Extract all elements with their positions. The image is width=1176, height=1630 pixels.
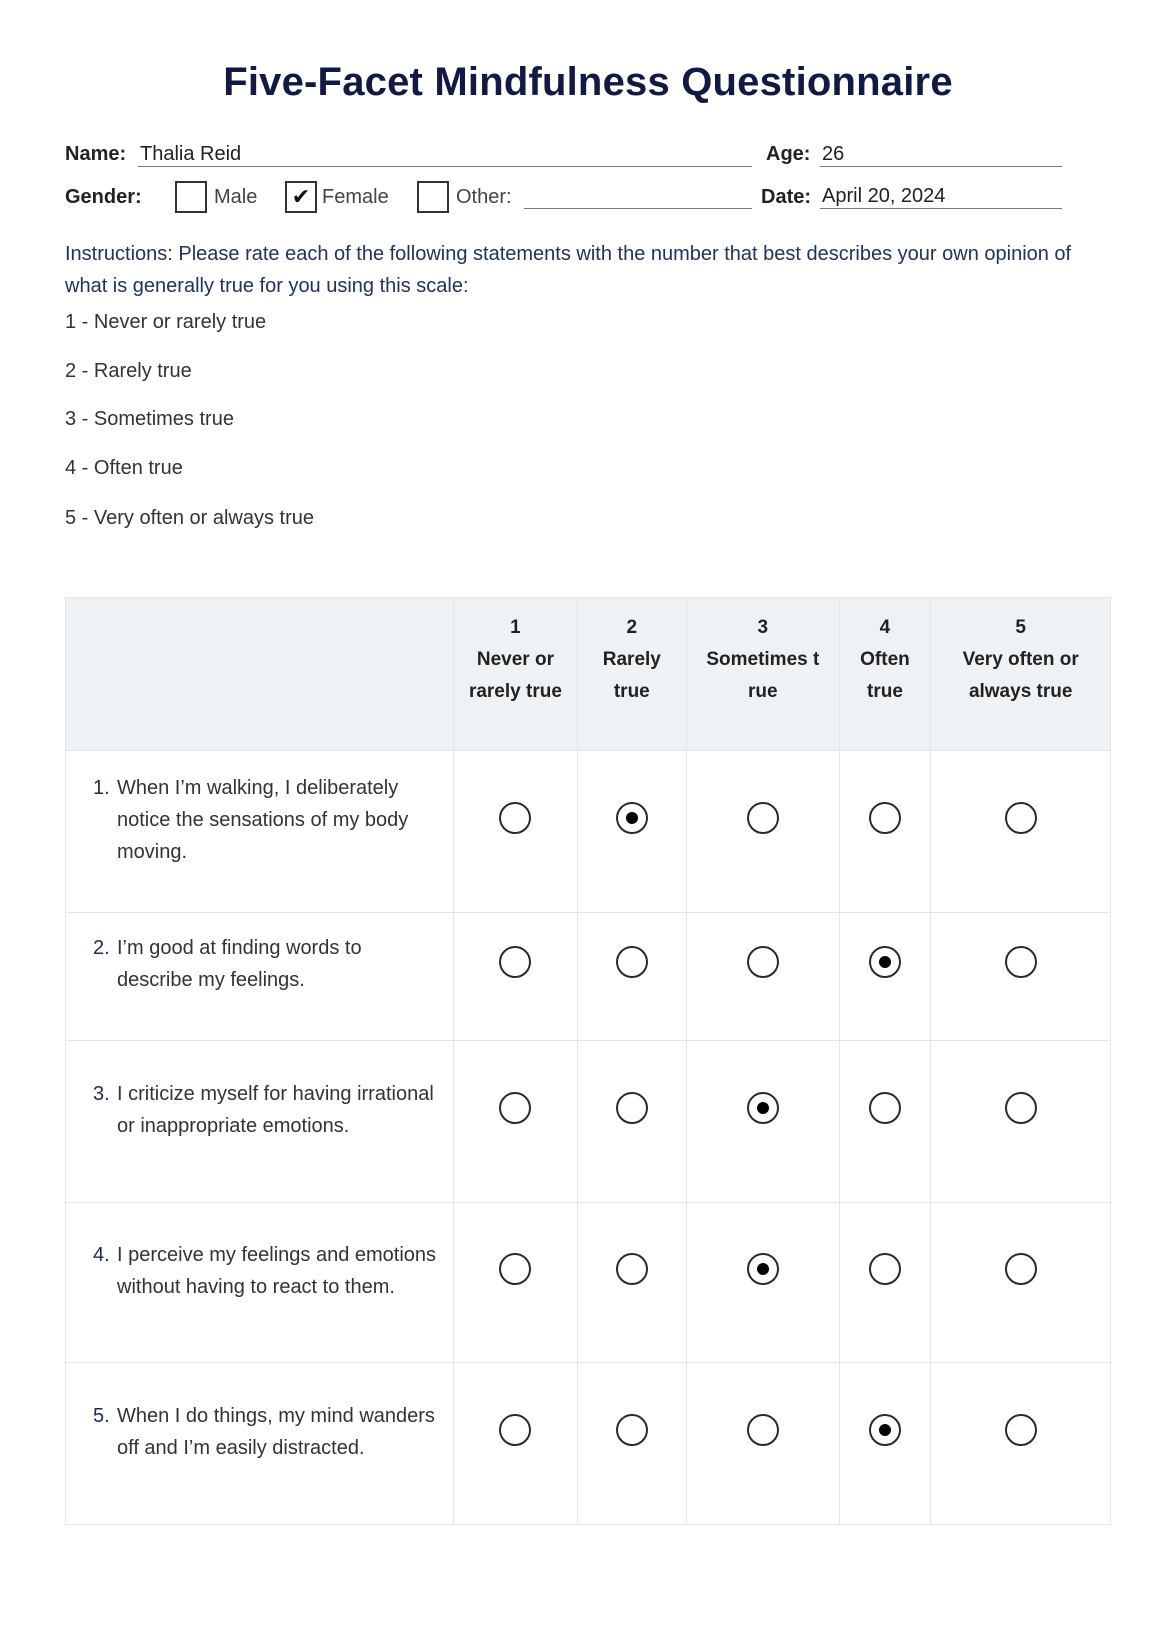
radio-q5-option-2[interactable] [616, 1414, 648, 1446]
radio-q3-option-5[interactable] [1005, 1092, 1037, 1124]
question-text: I perceive my feelings and emotions without having to react to them. [117, 1244, 437, 1298]
statement-cell [66, 1363, 454, 1525]
scale-item-5: 5 - Very often or always true [65, 507, 315, 529]
rating-cell-3 [687, 1363, 839, 1525]
radio-q4-option-2[interactable] [616, 1253, 648, 1285]
radio-q1-option-1[interactable] [499, 802, 531, 834]
question-number: 2. [93, 937, 110, 959]
rating-cell-3 [687, 751, 839, 913]
header-col-5: 5 Very often or always true [931, 598, 1111, 751]
gender-male-checkbox[interactable] [175, 181, 207, 213]
radio-q1-option-5[interactable] [1005, 802, 1037, 834]
rating-cell-4 [839, 1363, 931, 1525]
statement-cell [66, 913, 454, 1041]
question-text: I’m good at finding words to describe my feelings. [117, 937, 362, 991]
question-row-5 [66, 1363, 1111, 1525]
radio-q5-option-3[interactable] [747, 1414, 779, 1446]
question-text: When I’m walking, I deliberately notice the sensations of my body moving. [117, 777, 409, 863]
statement-cell [66, 751, 454, 913]
rating-cell-2 [577, 1363, 687, 1525]
radio-q5-option-5[interactable] [1005, 1414, 1037, 1446]
question-row-3 [66, 1041, 1111, 1203]
scale-item-2: 2 - Rarely true [65, 360, 192, 382]
radio-q3-option-3[interactable] [747, 1092, 779, 1124]
date-field[interactable]: April 20, 2024 [820, 184, 1062, 209]
rating-cell-3 [687, 913, 839, 1041]
question-number: 3. [93, 1083, 110, 1105]
gender-other-label: Other: [456, 186, 512, 208]
rating-cell-3 [687, 1203, 839, 1363]
header-statement [66, 598, 454, 751]
radio-q5-option-1[interactable] [499, 1414, 531, 1446]
radio-q2-option-3[interactable] [747, 946, 779, 978]
checkmark-icon: ✔ [291, 184, 311, 209]
header-col-1: 1 Never or rarely true [454, 598, 577, 751]
statement-cell [66, 1041, 454, 1203]
radio-q1-option-4[interactable] [869, 802, 901, 834]
header-col-2: 2 Rarely true [577, 598, 687, 751]
scale-item-1: 1 - Never or rarely true [65, 311, 267, 333]
rating-cell-3 [687, 1041, 839, 1203]
rating-cell-4 [839, 913, 931, 1041]
rating-cell-1 [454, 913, 577, 1041]
question-number: 5. [93, 1405, 110, 1427]
name-label: Name: [65, 143, 127, 165]
question-number: 4. [93, 1244, 110, 1266]
radio-q3-option-4[interactable] [869, 1092, 901, 1124]
gender-other-checkbox[interactable] [417, 181, 449, 213]
age-label: Age: [766, 143, 811, 165]
radio-q1-option-2[interactable] [616, 802, 648, 834]
rating-cell-4 [839, 751, 931, 913]
name-field[interactable]: Thalia Reid [138, 142, 752, 167]
gender-female-label: Female [322, 186, 389, 208]
rating-cell-1 [454, 751, 577, 913]
radio-q2-option-1[interactable] [499, 946, 531, 978]
question-text: When I do things, my mind wanders off and I’m easily distracted. [117, 1405, 435, 1459]
radio-q3-option-2[interactable] [616, 1092, 648, 1124]
radio-q5-option-4[interactable] [869, 1414, 901, 1446]
rating-cell-2 [577, 1203, 687, 1363]
rating-cell-1 [454, 1041, 577, 1203]
question-row-2 [66, 913, 1111, 1041]
statement-cell [66, 1203, 454, 1363]
radio-q3-option-1[interactable] [499, 1092, 531, 1124]
rating-cell-5 [931, 751, 1111, 913]
radio-q2-option-2[interactable] [616, 946, 648, 978]
page-title: Five-Facet Mindfulness Questionnaire [223, 60, 953, 104]
scale-item-3: 3 - Sometimes true [65, 408, 234, 430]
gender-female-checkbox[interactable] [285, 181, 317, 213]
gender-label: Gender: [65, 186, 142, 208]
question-row-4 [66, 1203, 1111, 1363]
age-field[interactable]: 26 [820, 142, 1062, 167]
table-header-row [66, 598, 1111, 751]
rating-cell-5 [931, 1041, 1111, 1203]
header-col-4: 4 Often true [839, 598, 931, 751]
question-text: I criticize myself for having irrational or inappropriate emotions. [117, 1083, 434, 1137]
instructions: Instructions: Please rate each of the following statements with the number that best describes your own opinion of what is generally true for you using this scale: [65, 243, 1072, 297]
rating-cell-4 [839, 1041, 931, 1203]
rating-cell-5 [931, 1363, 1111, 1525]
rating-cell-1 [454, 1363, 577, 1525]
rating-cell-5 [931, 913, 1111, 1041]
question-number: 1. [93, 777, 110, 799]
radio-q1-option-3[interactable] [747, 802, 779, 834]
rating-cell-2 [577, 751, 687, 913]
rating-cell-2 [577, 1041, 687, 1203]
gender-other-field[interactable] [524, 184, 752, 209]
question-row-1 [66, 751, 1111, 913]
rating-cell-1 [454, 1203, 577, 1363]
gender-male-label: Male [214, 186, 258, 208]
radio-q4-option-4[interactable] [869, 1253, 901, 1285]
radio-q4-option-3[interactable] [747, 1253, 779, 1285]
radio-q2-option-4[interactable] [869, 946, 901, 978]
radio-q2-option-5[interactable] [1005, 946, 1037, 978]
radio-q4-option-1[interactable] [499, 1253, 531, 1285]
scale-item-4: 4 - Often true [65, 457, 183, 479]
questionnaire-table [65, 597, 1111, 1525]
rating-cell-2 [577, 913, 687, 1041]
rating-cell-5 [931, 1203, 1111, 1363]
header-col-3: 3 Sometimes true [687, 598, 839, 751]
rating-cell-4 [839, 1203, 931, 1363]
radio-q4-option-5[interactable] [1005, 1253, 1037, 1285]
date-label: Date: [761, 186, 812, 208]
